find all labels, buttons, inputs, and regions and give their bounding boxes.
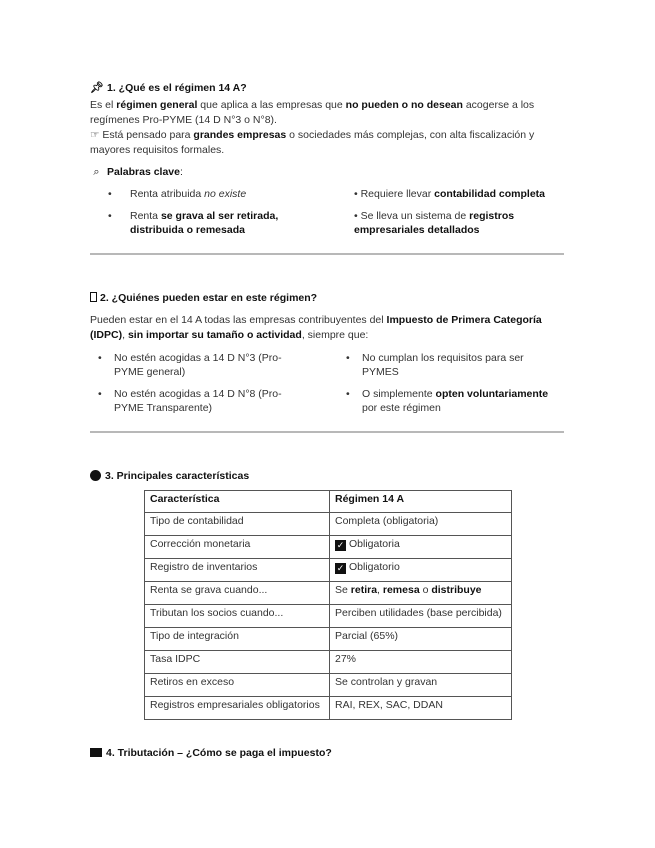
divider bbox=[90, 431, 564, 433]
text-segment: o sociedades más complejas, con alta fiscalización y mayores requisitos formales. bbox=[90, 129, 535, 156]
value-cell bbox=[330, 605, 512, 628]
eligibility-bullet bbox=[346, 351, 542, 379]
text-segment: O simplemente bbox=[362, 388, 436, 400]
text-segment: Tipo de contabilidad bbox=[150, 515, 244, 527]
bullet-text bbox=[130, 210, 278, 236]
value-cell bbox=[330, 536, 512, 559]
characteristic-cell bbox=[145, 605, 330, 628]
text-segment: Obligatorio bbox=[349, 561, 400, 573]
bullet-dot: • bbox=[108, 188, 112, 200]
column-header: Característica bbox=[145, 491, 330, 513]
text-segment: Tributan los socios cuando... bbox=[150, 607, 284, 619]
value-text bbox=[349, 538, 400, 550]
text-segment: No estén acogidas a 14 D N°8 (Pro-PYME Transparente) bbox=[114, 388, 282, 414]
section-2-heading bbox=[90, 292, 317, 304]
keyword-bullet bbox=[108, 187, 330, 201]
section-2-paragraph bbox=[90, 313, 565, 343]
characteristic-cell bbox=[145, 559, 330, 582]
value-text bbox=[335, 584, 482, 596]
eligibility-bullet bbox=[98, 387, 294, 415]
bullet-text bbox=[362, 352, 524, 378]
value-cell bbox=[330, 697, 512, 720]
eligibility-bullet bbox=[346, 387, 562, 415]
value-text bbox=[335, 699, 443, 711]
section-3-title: 3. Principales características bbox=[105, 470, 250, 482]
text-segment: , siempre que: bbox=[301, 329, 369, 341]
text-segment: • Se lleva un sistema de bbox=[354, 210, 470, 222]
text-segment: no existe bbox=[204, 188, 247, 200]
value-cell bbox=[330, 559, 512, 582]
text-segment: Pueden estar en el 14 A todas las empresas contribuyentes del bbox=[90, 314, 387, 326]
text-segment: grandes empresas bbox=[193, 129, 287, 141]
calendar-icon bbox=[90, 748, 102, 757]
bullet-text bbox=[354, 188, 545, 200]
text-segment: Tipo de integración bbox=[150, 630, 239, 642]
text-segment: Completa (obligatoria) bbox=[335, 515, 439, 527]
text-segment: Perciben utilidades (base percibida) bbox=[335, 607, 502, 619]
text-segment: distribuye bbox=[431, 584, 482, 596]
text-segment: no pueden o no desean bbox=[345, 99, 463, 111]
text-segment: Registro de inventarios bbox=[150, 561, 258, 573]
placeholder-box-icon bbox=[90, 292, 97, 302]
bullet-text bbox=[114, 352, 282, 378]
table-row bbox=[145, 536, 512, 559]
characteristic-cell bbox=[145, 582, 330, 605]
characteristic-cell bbox=[145, 536, 330, 559]
section-1-paragraph bbox=[90, 98, 560, 128]
table-row bbox=[145, 513, 512, 536]
keyword-bullet bbox=[108, 209, 310, 237]
pointing-hand-icon: ☞︎ bbox=[90, 129, 103, 141]
text-segment: Registros empresariales obligatorios bbox=[150, 699, 320, 711]
keyword-bullet bbox=[354, 209, 544, 237]
text-segment: Retiros en exceso bbox=[150, 676, 235, 688]
text-segment: o bbox=[419, 584, 432, 596]
column-header: Régimen 14 A bbox=[330, 491, 512, 513]
text-segment: Renta se grava cuando... bbox=[150, 584, 268, 596]
text-segment: Es el bbox=[90, 99, 117, 111]
bullet-text bbox=[362, 388, 548, 414]
bullet-dot: • bbox=[108, 210, 112, 222]
section-1-note bbox=[90, 128, 560, 158]
bullet-dot: • bbox=[98, 352, 102, 364]
section-1-note-text bbox=[90, 129, 534, 156]
keywords-colon: : bbox=[179, 166, 183, 178]
text-segment: Se bbox=[335, 584, 351, 596]
characteristic-cell bbox=[145, 513, 330, 536]
table-row bbox=[145, 628, 512, 651]
table-row bbox=[145, 651, 512, 674]
checkmark-icon: ✓ bbox=[336, 540, 345, 550]
section-1-title: 1. ¿Qué es el régimen 14 A? bbox=[107, 82, 247, 94]
value-text bbox=[349, 561, 400, 573]
value-text bbox=[335, 630, 398, 642]
text-segment: 27% bbox=[335, 653, 357, 665]
magnifier-icon: ⌕ bbox=[93, 166, 100, 178]
text-segment: acogerse a los regímenes Pro-PYME (14 D N°3 o N°8). bbox=[90, 99, 535, 126]
value-cell bbox=[330, 582, 512, 605]
text-segment: No estén acogidas a 14 D N°3 (Pro-PYME general) bbox=[114, 352, 282, 378]
section-2-title: 2. ¿Quiénes pueden estar en este régimen? bbox=[100, 292, 318, 304]
text-segment: Obligatoria bbox=[349, 538, 400, 550]
bullet-text bbox=[354, 210, 514, 236]
pushpin-icon: 📌︎ bbox=[90, 82, 104, 94]
table-row bbox=[145, 582, 512, 605]
value-cell bbox=[330, 513, 512, 536]
characteristic-cell bbox=[145, 674, 330, 697]
text-segment: Está pensado para bbox=[102, 129, 194, 141]
value-text bbox=[335, 653, 356, 665]
bullet-text bbox=[130, 188, 246, 200]
text-segment: régimen general bbox=[116, 99, 198, 111]
target-icon bbox=[90, 470, 101, 481]
text-segment: Corrección monetaria bbox=[150, 538, 251, 550]
text-segment: Parcial (65%) bbox=[335, 630, 399, 642]
value-text bbox=[335, 515, 438, 527]
text-segment: que aplica a las empresas que bbox=[197, 99, 346, 111]
text-segment: opten voluntariamente bbox=[435, 388, 549, 400]
value-cell bbox=[330, 651, 512, 674]
keywords-label bbox=[90, 166, 183, 179]
characteristic-cell bbox=[145, 697, 330, 720]
text-segment: sin importar su tamaño o actividad bbox=[127, 329, 302, 341]
table-row bbox=[145, 559, 512, 582]
value-text bbox=[335, 676, 437, 688]
section-4-heading bbox=[90, 747, 332, 759]
bullet-dot: • bbox=[98, 388, 102, 400]
text-segment: Renta atribuida bbox=[130, 188, 205, 200]
text-segment: No cumplan los requisitos para ser PYMES bbox=[362, 352, 524, 378]
bullet-dot: • bbox=[346, 388, 350, 400]
keyword-bullet bbox=[354, 187, 574, 201]
text-segment: se grava al ser retirada, distribuida o remesada bbox=[130, 210, 279, 236]
text-segment: registros empresariales detallados bbox=[354, 210, 515, 236]
text-segment: , bbox=[122, 329, 128, 341]
characteristic-cell bbox=[145, 651, 330, 674]
value-cell bbox=[330, 628, 512, 651]
text-segment: Se controlan y gravan bbox=[335, 676, 438, 688]
text-segment: retira bbox=[350, 584, 378, 596]
value-cell bbox=[330, 674, 512, 697]
table-row bbox=[145, 605, 512, 628]
text-segment: Tasa IDPC bbox=[150, 653, 201, 665]
section-3-heading bbox=[90, 470, 249, 482]
characteristic-cell bbox=[145, 628, 330, 651]
section-1-heading bbox=[90, 81, 247, 94]
text-segment: RAI, REX, SAC, DDAN bbox=[335, 699, 443, 711]
table-row bbox=[145, 674, 512, 697]
value-text bbox=[335, 607, 502, 619]
characteristics-table bbox=[144, 490, 512, 720]
text-segment: contabilidad completa bbox=[434, 188, 545, 200]
text-segment: remesa bbox=[382, 584, 420, 596]
text-segment: , bbox=[377, 584, 383, 596]
text-segment: Renta bbox=[130, 210, 161, 222]
text-segment: Impuesto de Primera Categoría (IDPC) bbox=[90, 314, 542, 341]
keywords-label-text: Palabras clave bbox=[107, 166, 180, 178]
checkmark-icon: ✓ bbox=[336, 563, 345, 573]
bullet-text bbox=[114, 388, 282, 414]
text-segment: • Requiere llevar bbox=[354, 188, 435, 200]
divider bbox=[90, 253, 564, 255]
section-4-title: 4. Tributación – ¿Cómo se paga el impuesto? bbox=[106, 747, 332, 759]
table-row bbox=[145, 697, 512, 720]
eligibility-bullet bbox=[98, 351, 294, 379]
text-segment: por este régimen bbox=[362, 402, 441, 414]
bullet-dot: • bbox=[346, 352, 350, 364]
